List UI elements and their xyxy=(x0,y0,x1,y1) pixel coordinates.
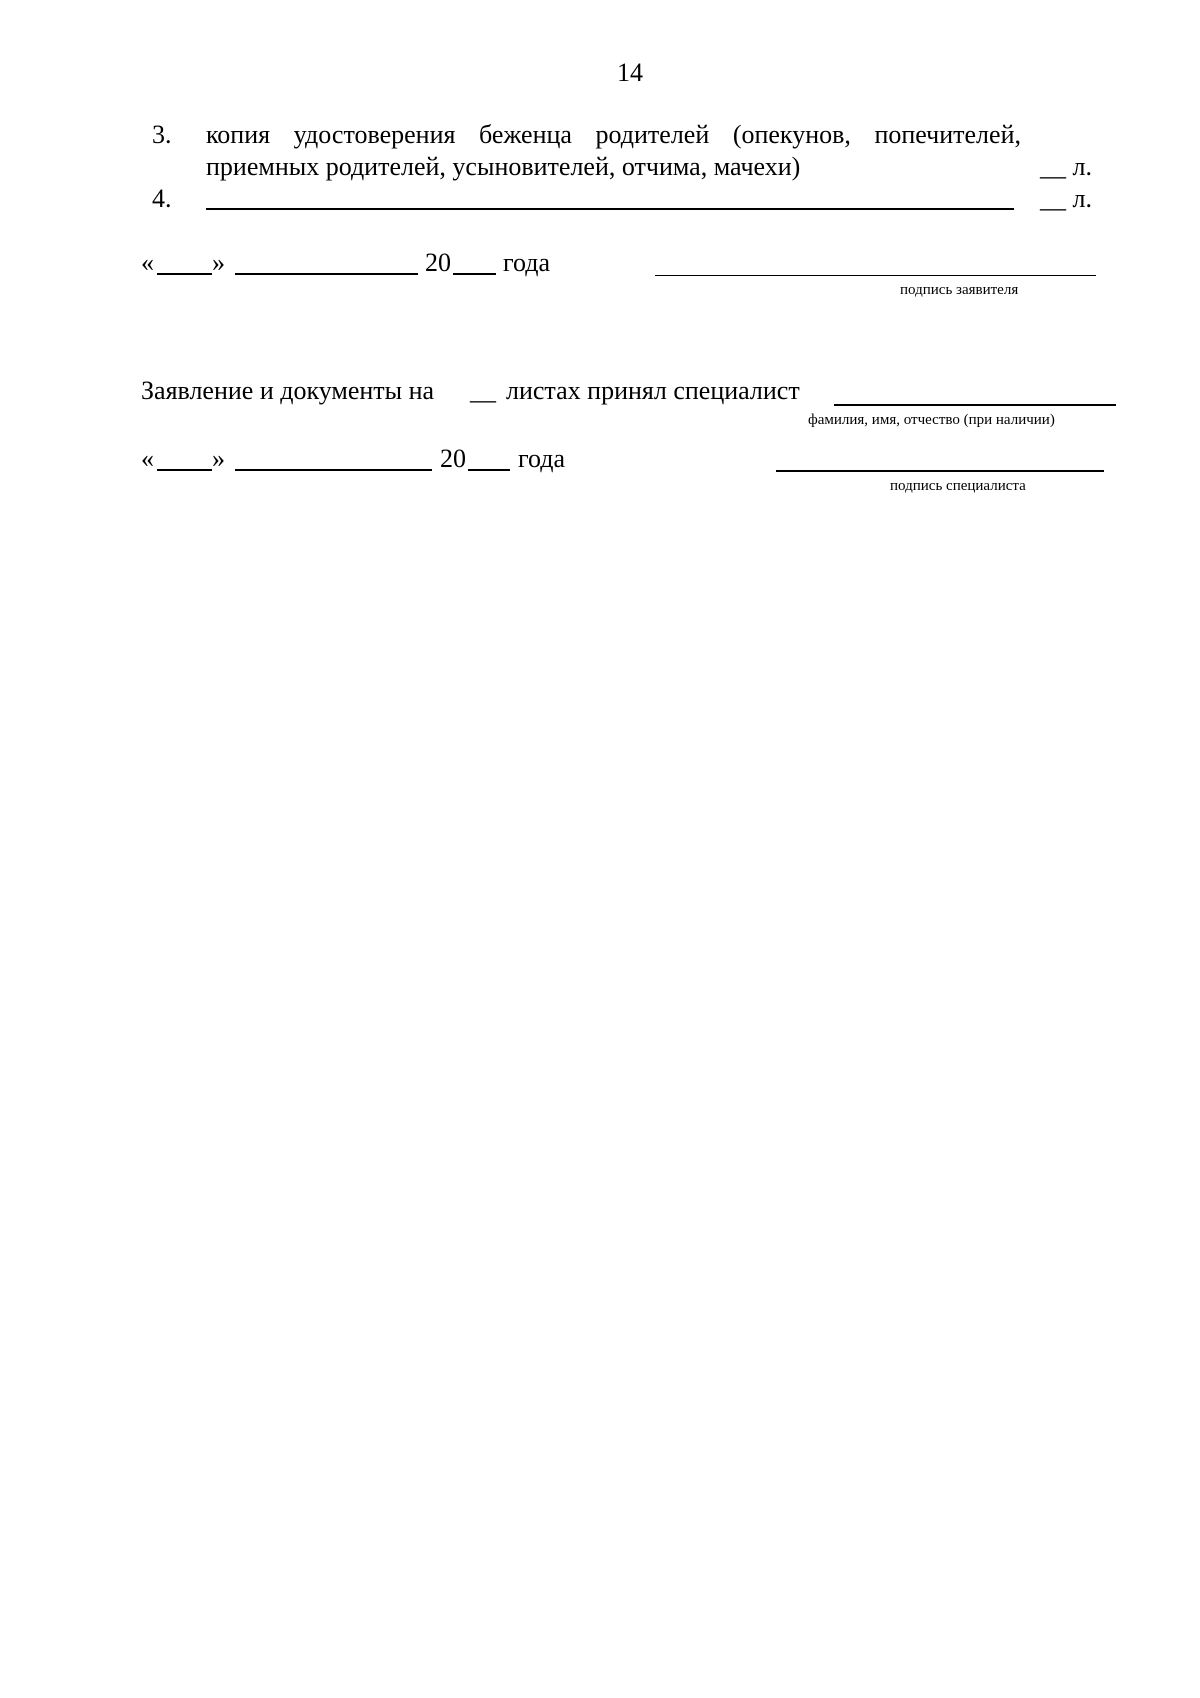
specialist-day-blank[interactable] xyxy=(157,469,212,471)
applicant-signature-line[interactable] xyxy=(655,275,1096,276)
specialist-date-open-quote: « xyxy=(141,444,154,473)
page-number: 14 xyxy=(617,58,643,87)
item-4-blank-line[interactable] xyxy=(206,208,1014,210)
specialist-year-prefix: 20 xyxy=(440,444,466,473)
item-3-sheet-count: __ л. xyxy=(1040,152,1092,181)
acceptance-text-before: Заявление и документы на xyxy=(141,376,435,405)
applicant-year-suffix: года xyxy=(503,248,551,277)
applicant-signature-caption: подпись заявителя xyxy=(900,282,1019,298)
applicant-date-open-quote: « xyxy=(141,248,154,277)
specialist-year-suffix: года xyxy=(518,444,566,473)
item-4-sheet-count: __ л. xyxy=(1040,184,1092,213)
item-3-text-line-1: копия удостоверения беженца родителей (опекунов, попечителей, xyxy=(206,120,1021,149)
applicant-day-blank[interactable] xyxy=(157,273,212,275)
specialist-month-blank[interactable] xyxy=(235,469,432,471)
specialist-year-blank[interactable] xyxy=(468,469,510,471)
acceptance-sheets-blank[interactable]: __ xyxy=(470,376,496,405)
applicant-year-prefix: 20 xyxy=(425,248,451,277)
specialist-name-caption: фамилия, имя, отчество (при наличии) xyxy=(808,412,1055,428)
item-number-3: 3. xyxy=(152,120,172,149)
specialist-signature-caption: подпись специалиста xyxy=(890,478,1026,494)
applicant-year-blank[interactable] xyxy=(453,273,496,275)
specialist-name-line[interactable] xyxy=(834,404,1116,406)
specialist-date-close-quote: » xyxy=(212,444,225,473)
applicant-month-blank[interactable] xyxy=(235,273,418,275)
applicant-date-close-quote: » xyxy=(212,248,225,277)
specialist-signature-line[interactable] xyxy=(776,470,1104,472)
item-3-text-line-2: приемных родителей, усыновителей, отчима, мачехи) xyxy=(206,152,801,181)
item-number-4: 4. xyxy=(152,184,172,213)
acceptance-text-after: листах принял специалист xyxy=(506,376,800,405)
